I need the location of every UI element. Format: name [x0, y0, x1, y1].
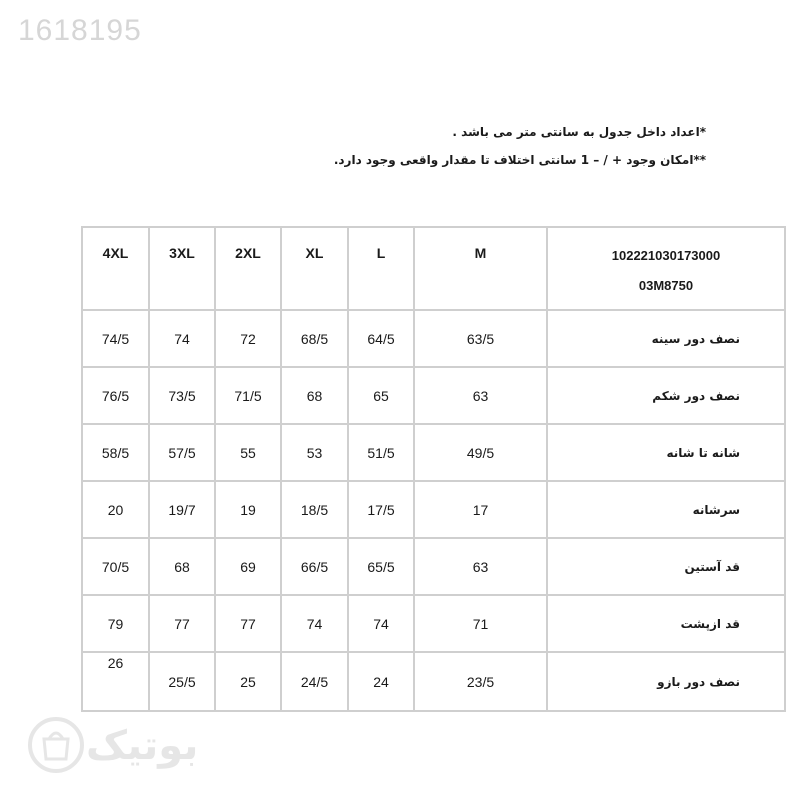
- measurement-cell: 69: [215, 538, 281, 595]
- measurement-cell: 17: [414, 481, 547, 538]
- product-code-cell: [547, 227, 785, 310]
- measurement-cell: 49/5: [414, 424, 547, 481]
- note-tolerance: **امکان وجود + / – 1 سانتی اختلاف تا مقدار واقعی وجود دارد.: [333, 153, 706, 167]
- measurement-label: شانه تا شانه: [547, 424, 785, 481]
- measurement-cell: 51/5: [348, 424, 414, 481]
- measurement-cell: 66/5: [281, 538, 348, 595]
- measurement-cell: 19/7: [149, 481, 215, 538]
- measurement-label: سرشانه: [547, 481, 785, 538]
- size-header: M: [414, 227, 547, 310]
- measurement-label: قد ازپشت: [547, 595, 785, 652]
- measurement-cell: 20: [82, 481, 149, 538]
- measurement-cell: 68: [149, 538, 215, 595]
- table-row: [82, 652, 785, 711]
- product-code-line2: 03M8750: [638, 278, 694, 293]
- measurement-label: نصف دور سینه: [547, 310, 785, 367]
- table-row: [82, 595, 785, 652]
- measurement-cell: 26: [82, 652, 149, 711]
- measurement-cell: 24: [348, 652, 414, 711]
- measurement-cell: 63: [414, 538, 547, 595]
- measurement-cell: 18/5: [281, 481, 348, 538]
- measurement-cell: 64/5: [348, 310, 414, 367]
- size-header: 4XL: [82, 227, 149, 310]
- measurement-cell: 68: [281, 367, 348, 424]
- measurement-cell: 73/5: [149, 367, 215, 424]
- watermark-text: بوتیک: [86, 723, 199, 769]
- measurement-cell: 74: [149, 310, 215, 367]
- size-header: 2XL: [215, 227, 281, 310]
- table-row: [82, 424, 785, 481]
- measurement-cell: 74/5: [82, 310, 149, 367]
- measurement-cell: 70/5: [82, 538, 149, 595]
- size-header: 3XL: [149, 227, 215, 310]
- measurement-cell: 77: [215, 595, 281, 652]
- measurement-cell: 72: [215, 310, 281, 367]
- measurement-label: نصف دور شکم: [547, 367, 785, 424]
- measurement-cell: 53: [281, 424, 348, 481]
- measurement-cell: 74: [281, 595, 348, 652]
- table-row: [82, 538, 785, 595]
- measurement-cell: 71: [414, 595, 547, 652]
- measurement-cell: 65/5: [348, 538, 414, 595]
- measurement-cell: 63: [414, 367, 547, 424]
- measurement-label: نصف دور بازو: [547, 652, 785, 711]
- measurement-cell: 76/5: [82, 367, 149, 424]
- measurement-label: قد آستین: [547, 538, 785, 595]
- measurement-cell: 79: [82, 595, 149, 652]
- measurement-cell: 65: [348, 367, 414, 424]
- measurement-cell: 68/5: [281, 310, 348, 367]
- product-code-line1: 102221030173000: [611, 248, 721, 263]
- size-chart-table: [81, 226, 786, 712]
- measurement-cell: 58/5: [82, 424, 149, 481]
- measurement-cell: 19: [215, 481, 281, 538]
- measurement-cell: 77: [149, 595, 215, 652]
- measurement-cell: 25/5: [149, 652, 215, 711]
- measurement-cell: 17/5: [348, 481, 414, 538]
- product-id: 1618195: [18, 14, 142, 47]
- size-notes: [334, 122, 706, 178]
- measurement-cell: 71/5: [215, 367, 281, 424]
- measurement-cell: 25: [215, 652, 281, 711]
- table-row: [82, 367, 785, 424]
- boutique-watermark: [16, 715, 199, 785]
- size-header: XL: [281, 227, 348, 310]
- table-header-row: [82, 227, 785, 310]
- measurement-cell: 24/5: [281, 652, 348, 711]
- measurement-cell: 63/5: [414, 310, 547, 367]
- size-header: L: [348, 227, 414, 310]
- measurement-cell: 57/5: [149, 424, 215, 481]
- measurement-cell: 74: [348, 595, 414, 652]
- table-row: [82, 310, 785, 367]
- measurement-cell: 23/5: [414, 652, 547, 711]
- note-units: *اعداد داخل جدول به سانتی متر می باشد .: [452, 125, 706, 139]
- table-row: [82, 481, 785, 538]
- measurement-cell: 55: [215, 424, 281, 481]
